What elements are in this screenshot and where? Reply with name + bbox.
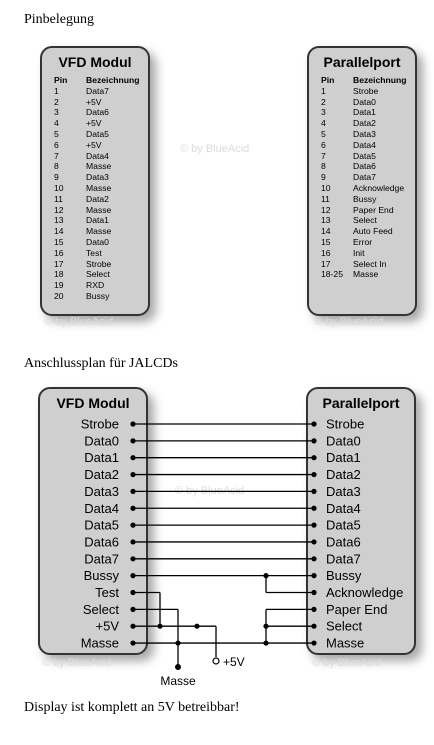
pin-row: [54, 291, 139, 302]
pin-number: 4: [54, 118, 59, 129]
pin-row: [54, 194, 139, 205]
watermark: © by BlueAcid: [42, 657, 112, 669]
pin-row: [54, 280, 139, 291]
name-column-header: Bezeichnung: [353, 75, 407, 85]
pin-name: Paper End: [353, 204, 394, 215]
pin-column-header: Pin: [54, 75, 68, 85]
right-signal-label: Data4: [326, 500, 361, 516]
pin-name: Bussy: [86, 290, 110, 301]
pin-number: 16: [321, 247, 331, 258]
pin-row: [321, 237, 406, 248]
pin-name: Data6: [86, 107, 109, 118]
pin-name: Data4: [353, 139, 376, 150]
pin-row: [321, 194, 406, 205]
right-signal-label: Data7: [326, 551, 361, 567]
pin-row: [321, 215, 406, 226]
pin-row: [54, 161, 139, 172]
pin-name: RXD: [86, 280, 105, 291]
pin-number: 16: [54, 247, 64, 258]
left-signal-label: Data1: [84, 450, 119, 466]
pin-number: 17: [54, 258, 64, 269]
pin-name: Data2: [86, 193, 109, 204]
pin-number: 18: [54, 269, 64, 280]
watermark: © by BlueAcid: [314, 316, 384, 328]
left-signal-label: +5V: [95, 618, 119, 634]
pin-number: 14: [54, 226, 64, 237]
pin-number: 17: [321, 258, 331, 269]
junction-dot: [263, 573, 268, 578]
pin-name: Strobe: [86, 258, 112, 269]
pin-name: Error: [353, 236, 373, 247]
pin-row: [321, 205, 406, 216]
right-signal-label: Bussy: [326, 568, 362, 584]
right-signal-label: Select: [326, 618, 363, 634]
pin-row: [54, 248, 139, 259]
right-signal-label: Data5: [326, 517, 361, 533]
pin-row: [321, 183, 406, 194]
pin-row: [54, 140, 139, 151]
pin-row: [54, 205, 139, 216]
left-signal-label: Data5: [84, 517, 119, 533]
pin-name: Select: [353, 215, 377, 226]
pin-name: Data7: [86, 85, 109, 96]
pin-number: 8: [321, 161, 326, 172]
pin-name: Masse: [86, 182, 112, 193]
pin-number: 9: [54, 172, 59, 183]
pin-name: Bussy: [353, 193, 377, 204]
pin-row: [54, 183, 139, 194]
right-signal-label: Data0: [326, 433, 361, 449]
pin-number: 3: [321, 107, 326, 118]
pin-name: Test: [86, 247, 102, 258]
pin-row: [321, 172, 406, 183]
pin-name: Select In: [353, 258, 387, 269]
pin-name: Auto Feed: [353, 226, 393, 237]
left-signal-label: Strobe: [80, 416, 119, 432]
left-signal-label: Masse: [80, 635, 119, 651]
pin-number: 13: [54, 215, 64, 226]
pin-number: 8: [54, 161, 59, 172]
watermark: © by BlueAcid: [175, 485, 245, 497]
right-signal-label: Data6: [326, 534, 361, 550]
vfd-module-title: VFD Modul: [56, 395, 130, 411]
watermark: © by BlueAcid: [312, 657, 382, 669]
pin-row: [54, 97, 139, 108]
left-signal-label: Data7: [84, 551, 119, 567]
right-signal-label: Masse: [326, 635, 365, 651]
name-column-header: Bezeichnung: [86, 75, 140, 85]
parallelport-box: [306, 387, 416, 655]
pin-row: [54, 237, 139, 248]
junction-dot: [263, 640, 268, 645]
pin-number: 19: [54, 280, 64, 291]
pin-row: [321, 248, 406, 259]
pin-number: 15: [321, 236, 331, 247]
pin-number: 10: [321, 182, 331, 193]
pin-name: Masse: [86, 161, 112, 172]
junction-dot: [263, 624, 268, 629]
left-signal-label: Data3: [84, 483, 119, 499]
pin-name: +5V: [86, 139, 102, 150]
pin-name: Acknowledge: [353, 182, 405, 193]
pin-row: [321, 151, 406, 162]
pin-number: 11: [54, 193, 63, 204]
parallelport-title: Parallelport: [322, 395, 400, 411]
pin-row: [321, 161, 406, 172]
pin-row: [321, 118, 406, 129]
junction-dot: [194, 624, 199, 629]
pin-number: 20: [54, 290, 64, 301]
pin-row: [54, 151, 139, 162]
pin-name: Data3: [353, 128, 376, 139]
pin-number: 9: [321, 172, 326, 183]
pin-column-header: Pin: [321, 75, 335, 85]
pin-name: Init: [353, 247, 365, 258]
pin-name: Data1: [353, 107, 376, 118]
pinbelegung-heading: Pinbelegung: [24, 12, 94, 27]
pin-number: 7: [54, 150, 59, 161]
pin-row: [321, 97, 406, 108]
pin-name: Data6: [353, 161, 376, 172]
pin-row: [321, 129, 406, 140]
pin-number: 13: [321, 215, 331, 226]
right-signal-label: Paper End: [326, 601, 388, 617]
junction-dot: [175, 664, 181, 670]
vfd-pin-list: [54, 75, 139, 302]
right-signal-label: Data3: [326, 483, 361, 499]
pin-name: Strobe: [353, 85, 379, 96]
left-signal-label: Test: [95, 585, 119, 600]
junction-dot: [157, 624, 162, 629]
pin-row: [54, 215, 139, 226]
right-signal-label: Acknowledge: [326, 585, 404, 600]
pin-number: 10: [54, 182, 64, 193]
pin-number: 18-25: [321, 269, 343, 280]
plus5v-terminal: [213, 658, 219, 664]
pin-row: [54, 172, 139, 183]
pin-number: 12: [54, 204, 64, 215]
pin-name: Data2: [353, 118, 376, 129]
pin-number: 3: [54, 107, 59, 118]
pin-row: [321, 107, 406, 118]
footer-note: Display ist komplett an 5V betreibbar!: [24, 700, 240, 715]
left-signal-label: Select: [82, 601, 119, 617]
anschlussplan-heading: Anschlussplan für JALCDs: [24, 356, 178, 371]
pin-name: Masse: [86, 204, 112, 215]
right-signal-label: Data2: [326, 467, 361, 483]
pin-number: 7: [321, 150, 326, 161]
pin-row: [321, 86, 406, 97]
pin-row: [321, 226, 406, 237]
pin-name: Data3: [86, 172, 109, 183]
pin-number: 2: [321, 96, 326, 107]
pin-name: Data4: [86, 150, 109, 161]
pin-number: 14: [321, 226, 331, 237]
pin-row: [54, 118, 139, 129]
left-signal-label: Bussy: [83, 568, 119, 584]
pin-number: 6: [321, 139, 326, 150]
lpt-pin-table: [307, 46, 417, 316]
pin-number: 15: [54, 236, 64, 247]
pin-row: [321, 140, 406, 151]
pin-name: +5V: [86, 96, 102, 107]
right-signal-label: Strobe: [326, 416, 365, 432]
pin-row: [54, 107, 139, 118]
pin-name: Select: [86, 269, 110, 280]
watermark: © by BlueAcid: [44, 316, 114, 328]
watermark: © by BlueAcid: [180, 143, 250, 155]
right-signal-label: Data1: [326, 450, 361, 466]
pin-name: Data0: [353, 96, 376, 107]
vfd-module-box: [38, 387, 148, 655]
vfd-pin-table-title: VFD Modul: [58, 54, 132, 70]
pin-row: [54, 129, 139, 140]
pin-number: 4: [321, 118, 326, 129]
pin-row: [54, 86, 139, 97]
pin-number: 2: [54, 96, 59, 107]
lpt-pin-table-title: Parallelport: [323, 54, 401, 70]
left-signal-label: Data0: [84, 433, 119, 449]
pin-number: 1: [54, 85, 59, 96]
pin-name: Data5: [353, 150, 376, 161]
pin-number: 12: [321, 204, 331, 215]
pin-name: Masse: [353, 269, 379, 280]
junction-dot: [175, 640, 180, 645]
pin-name: Masse: [86, 226, 112, 237]
pin-row: [54, 259, 139, 270]
plus5v-label: +5V: [223, 655, 245, 669]
left-signal-label: Data4: [84, 500, 119, 516]
left-signal-label: Data6: [84, 534, 119, 550]
pin-name: Data0: [86, 236, 109, 247]
pin-row: [321, 259, 406, 270]
pin-name: +5V: [86, 118, 102, 129]
pin-name: Data5: [86, 128, 109, 139]
pin-number: 6: [54, 139, 59, 150]
pin-number: 11: [321, 193, 330, 204]
pin-number: 5: [54, 128, 59, 139]
pin-row: [321, 269, 406, 280]
left-signal-label: Data2: [84, 467, 119, 483]
pin-name: Data1: [86, 215, 109, 226]
pin-row: [54, 226, 139, 237]
pin-name: Data7: [353, 172, 376, 183]
lpt-pin-list: [321, 75, 406, 280]
pin-row: [54, 269, 139, 280]
masse-label: Masse: [160, 674, 196, 688]
pin-number: 1: [321, 85, 326, 96]
pin-number: 5: [321, 128, 326, 139]
vfd-pin-table: [40, 46, 150, 316]
